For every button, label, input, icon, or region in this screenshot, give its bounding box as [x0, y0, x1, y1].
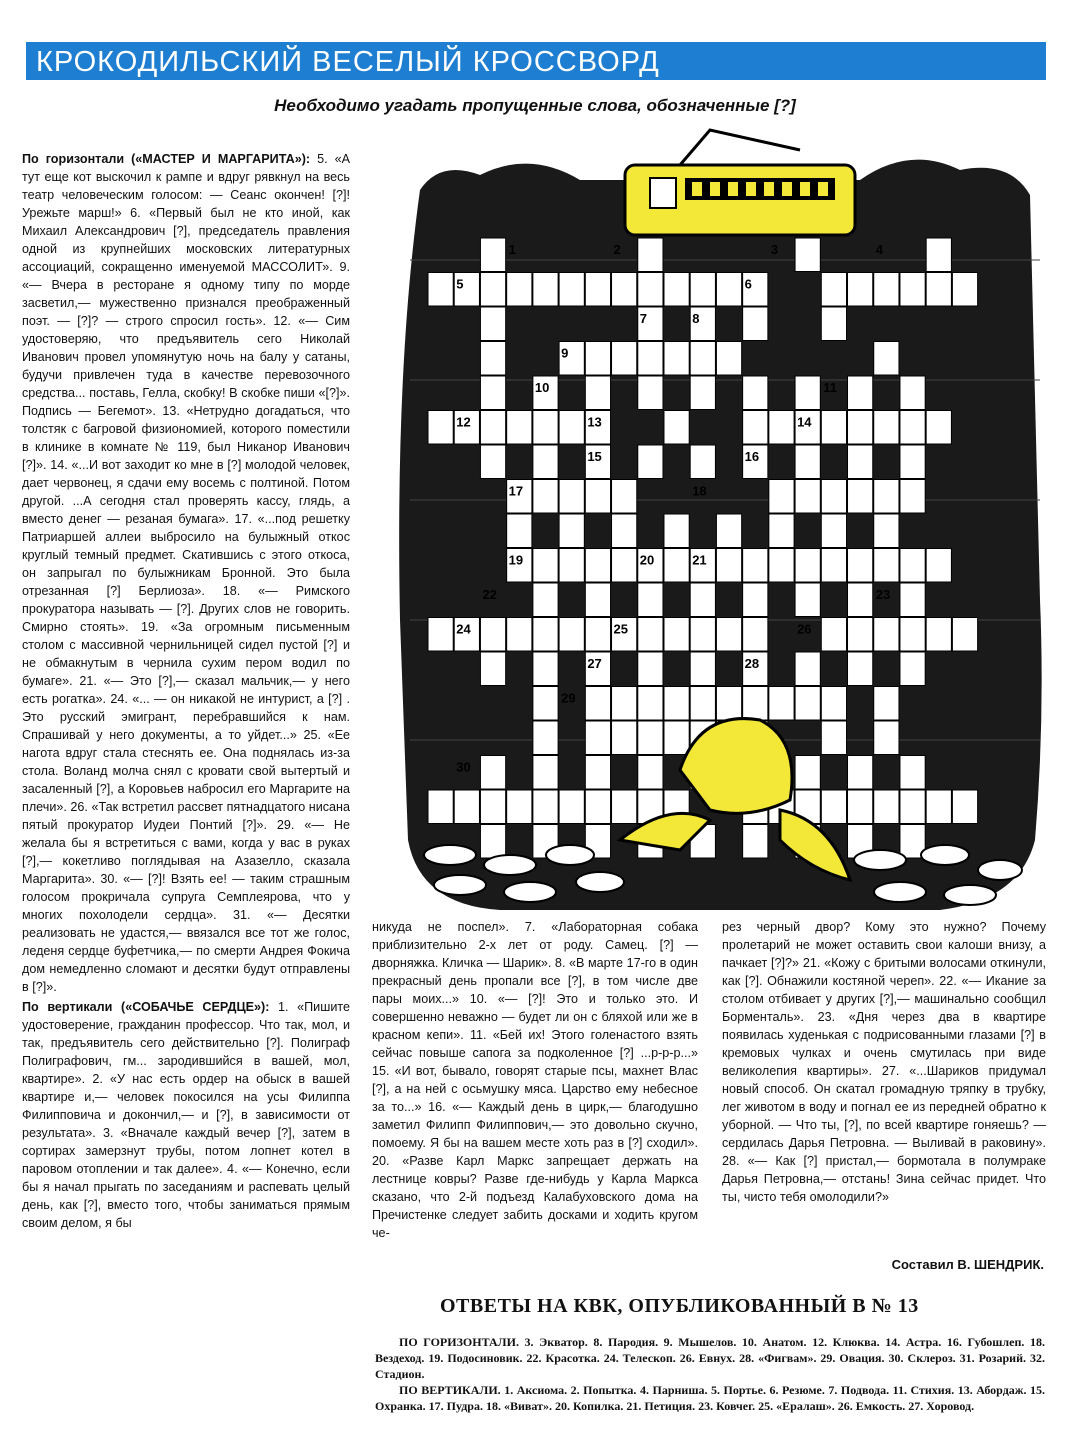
grid-cell — [952, 273, 977, 307]
grid-cell — [848, 480, 873, 514]
grid-cell — [480, 273, 505, 307]
grid-number: 25 — [613, 621, 629, 637]
grid-cell — [690, 445, 715, 479]
grid-cell — [585, 618, 610, 652]
grid-cell — [638, 273, 663, 307]
grid-cell — [690, 687, 715, 721]
grid-cell — [900, 480, 925, 514]
grid-cell — [638, 721, 663, 755]
grid-number: 8 — [692, 311, 700, 326]
grid-cell — [795, 238, 820, 272]
grid-cell — [795, 445, 820, 479]
grid-cell — [638, 583, 663, 617]
grid-cell — [848, 549, 873, 583]
down-clues-part-3: рез черный двор? Кому это нужно? Почему пролетарий не может оставить свои калоши внизу, а пачкает [?]?» 21. «Кожу с бритыми волосами откинули, как [?]. Обнажили костяной череп». 22. «— Икание за столом отбивает у других [?],— машинально сообщил Борменталь». 23. «Дня через два в квартире появилась худенькая с подрисованными глазами [?] в кремовых чулках и очень смутилась при виде великолепия квартиры». 27. «...Шариков придумал новый способ. Он скатал громадную тряпку в трубку, лег животом в воду и погнал ее из передней обратно к уборной. — Что ты, [?], по всей квартире гоняешь? — сердилась Дарья Петровна. — Выливай в раковину». 28. «— Как [?] пристал,— бормотала в полумраке Дарья Петровна,— отстань! Зина сейчас придет. Что ты, чисто тебя омолодили?» — [722, 920, 1046, 1204]
grid-cell — [716, 549, 741, 583]
grid-cell — [821, 307, 846, 341]
grid-cell — [848, 273, 873, 307]
grid-cell — [874, 549, 899, 583]
grid-cell — [585, 687, 610, 721]
grid-cell — [480, 307, 505, 341]
grid-cell — [559, 790, 584, 824]
grid-cell — [585, 273, 610, 307]
grid-cell — [716, 342, 741, 376]
grid-number: 12 — [456, 414, 471, 430]
grid-cell — [716, 273, 741, 307]
grid-cell — [900, 652, 925, 686]
grid-cell — [480, 652, 505, 686]
grid-number: 29 — [561, 690, 576, 706]
grid-cell — [559, 549, 584, 583]
grid-number: 1 — [508, 242, 516, 257]
grid-cell — [533, 687, 558, 721]
grid-cell — [874, 790, 899, 824]
crossword-illustration — [380, 120, 1052, 920]
grid-cell — [821, 549, 846, 583]
answers-block — [375, 1334, 1045, 1414]
grid-cell — [559, 411, 584, 445]
grid-cell — [821, 618, 846, 652]
grid-cell — [612, 342, 637, 376]
grid-cell — [795, 756, 820, 790]
grid-cell — [821, 514, 846, 548]
grid-cell — [559, 273, 584, 307]
grid-cell — [428, 273, 453, 307]
grid-cell — [480, 825, 505, 859]
grid-cell — [585, 756, 610, 790]
grid-number: 26 — [797, 621, 812, 637]
grid-cell — [848, 790, 873, 824]
down-clues-part-1: 1. «Пишите удостоверение, гражданин профессор. Что так, мол, и так, предъявитель сего действительно [?]. Полиграф Полиграфович, гм... зародившийся в вашей, мол, квартире». 2. «У нас есть ордер на обыск в вашей квартире и,— человек покосился на усы Филиппа Филипповича и докончил,— и [?], в зависимости от результата». 3. «Вначале каждый вечер [?], затем в сортирах замерзнут трубы, потом лопнет котел в паровом отоплении и так далее». 4. «— Конечно, если бы я начал прыгать по заседаниям и распевать целый день, как [?], вместо того, чтобы заниматься прямым своим делом, я бы — [22, 1000, 350, 1230]
down-clues-part-2: никуда не поспел». 7. «Лабораторная собака приблизительно 2-х лет от роду. Самец. [?] — дворняжка. Кличка — Шарик». 8. «В марте 17-го в один прекрасный день пропали все [?], в том числе две пары моих...» 10. «— [?]! Это и только это. И совершенно неважно — будет ли он с бляхой или же в красном кепи». 11. «Бей их! Этого голенастого взять сейчас повыше сапога за подколенное [?] ...р-р-р...» 15. «И вот, бывало, говорят старые псы, махнет Влас [?], а на ней с осьмушку мяса. Царство ему небесное за то...» 16. «— Каждый день в цирк,— благодушно заметил Филипп Филиппович,— это довольно скучно, помоему. Я бы на вашем месте хоть раз в [?] сходил». 20. «Разве Карл Маркс запрещает держать на лестнице ковры? Разве где-нибудь у Карла Маркса сказано, что 2-й подъезд Калабуховского дома на Пречистенке следует забить досками и ходить кругом че- — [372, 920, 698, 1240]
grid-cell — [848, 652, 873, 686]
grid-cell — [795, 480, 820, 514]
grid-number: 22 — [482, 587, 497, 602]
grid-cell — [926, 549, 951, 583]
grid-cell — [480, 445, 505, 479]
grid-cell — [743, 583, 768, 617]
grid-cell — [428, 790, 453, 824]
grid-cell — [900, 756, 925, 790]
grid-cell — [454, 790, 479, 824]
grid-cell — [926, 238, 951, 272]
clues-column-1 — [22, 150, 350, 1232]
clues-column-2 — [372, 918, 698, 1242]
grid-cell — [533, 583, 558, 617]
grid-cell — [612, 514, 637, 548]
grid-cell — [952, 618, 977, 652]
grid-cell — [480, 411, 505, 445]
grid-cell — [926, 273, 951, 307]
grid-cell — [638, 238, 663, 272]
grid-cell — [926, 411, 951, 445]
grid-cell — [638, 756, 663, 790]
grid-cell — [533, 549, 558, 583]
grid-cell — [507, 273, 532, 307]
grid-cell — [612, 687, 637, 721]
subtitle: Необходимо угадать пропущенные слова, обозначенные [?] — [274, 96, 796, 115]
tram-icon — [625, 130, 855, 235]
grid-cell — [559, 480, 584, 514]
grid-cell — [533, 273, 558, 307]
grid-cell — [821, 790, 846, 824]
grid-number: 20 — [639, 552, 655, 568]
grid-cell — [690, 376, 715, 410]
grid-cell — [533, 445, 558, 479]
grid-cell — [900, 445, 925, 479]
grid-cell — [848, 583, 873, 617]
grid-cell — [874, 618, 899, 652]
grid-cell — [874, 411, 899, 445]
grid-number: 17 — [508, 483, 524, 499]
grid-cell — [428, 618, 453, 652]
grid-cell — [690, 342, 715, 376]
grid-cell — [533, 790, 558, 824]
grid-number: 9 — [561, 345, 569, 361]
grid-cell — [612, 790, 637, 824]
grid-cell — [612, 480, 637, 514]
grid-cell — [874, 273, 899, 307]
grid-cell — [743, 687, 768, 721]
grid-cell — [874, 514, 899, 548]
grid-cell — [716, 687, 741, 721]
grid-cell — [664, 687, 689, 721]
grid-cell — [664, 273, 689, 307]
grid-cell — [900, 583, 925, 617]
grid-cell — [533, 411, 558, 445]
grid-cell — [900, 618, 925, 652]
across-clues: 5. «А тут еще кот выскочил к рампе и вдруг рявкнул на весь театр человеческим голосом: — Сеанс окончен! [?]! Урежьте марш!» 6. «Первый был не кто иной, как Михаил Александрович [?], председатель правления одной из крупнейших московских литературных ассоциаций, сокращенно именуемой МАССОЛИТ». 9. «— Вчера в ресторане я одному типу по морде засветил,— мужественно признался преображенный поэт. — [?]? — строго спросил гость». 12. «— Сим удостоверяю, что предъявитель сего Николай Иванович провел упомянутую ночь на балу у сатаны, будучи привлечен туда в качестве перевозочного средства... поставь, Гелла, скобку! В скобке пиши «[?]». Подпись — Бегемот». 13. «Нетрудно догадаться, что толстяк с багровой физиономией, которого поместили в клинике в комнате № 119, был Никанор Иванович [?]». 14. «...И вот заходит ко мне в [?] молодой человек, дает червонец, я сдачи ему восемь с полтиной. Потом другой. ...А сегодня стал проверять кассу, глядь, а вместо денег — резаная бумага». 17. «...под решетку Патриаршей аллеи выбросило на булыжный откос круглый темный предмет. Скатившись с этого откоса, он запрыгал по булыжникам Бронной. Это была отрезанная [?] Берлиоза». 18. «— Римского прокуратора называть — [?]. Других слов не говорить. Смирно стоять». 19. «За огромным письменным столом с массивной чернильницей сидел пустой [?] и не обмакнутым в чернила сухим пером водил по бумаге». 21. «— Это [?],— сказал мальчик,— у него есть рогатка». 24. «... — он никакой не интурист, а [?] . Это русский эмигрант, перебравшийся к нам. Спрашивай у него документы, а то уйдет...» 25. «Ее нагота вдруг стала стеснять ее. Она поднялась из-за стола. Воланд молча снял с кровати свой вытертый и засаленный [?], а Коровьев набросил его Маргарите на плечи». 26. «Так встретил рассвет пятнадцатого нисана пятый прокуратор Иудеи Понтий [?]». 29. «— Не желала бы я встретиться с вами, когда у вас в руках [?],— кокетливо поглядывая на Азазелло, сказала Маргарита». 30. «— [?]! Взять ее! — таким страшным голосом прокричала супруга Семплеярова, что у многих похолодели сердца». 31. «— Десятки реализовать не удастся,— ввязался все тот же голос, леденя сердце буфетчика,— по смерти Андрея Фокича дом немедленно сломают и десятки будут отправлены в [?]». — [22, 152, 351, 994]
answers-down: ПО ВЕРТИКАЛИ. 1. Аксиома. 2. Попытка. 4. Парниша. 5. Портье. 6. Резюме. 7. Подвода. 11. Стихия. 13. Абордаж. 15. Охранка. 17. Пудра. 18. «Виват». 20. Копилка. 21. Петиция. 23. Ковчег. 25. «Ералаш». 26. Емкость. 27. Хоровод. — [375, 1383, 1045, 1413]
down-heading: По вертикали («СОБАЧЬЕ СЕРДЦЕ»): — [22, 1000, 270, 1014]
grid-number: 23 — [875, 587, 891, 602]
grid-cell — [507, 790, 532, 824]
grid-cell — [743, 376, 768, 410]
grid-cell — [821, 687, 846, 721]
grid-cell — [533, 480, 558, 514]
grid-cell — [664, 411, 689, 445]
grid-cell — [821, 721, 846, 755]
grid-cell — [428, 411, 453, 445]
grid-cell — [480, 756, 505, 790]
grid-cell — [821, 273, 846, 307]
grid-cell — [795, 376, 820, 410]
answers-title: ОТВЕТЫ НА КВК, ОПУБЛИКОВАННЫЙ В № 13 — [440, 1295, 919, 1317]
grid-cell — [638, 342, 663, 376]
grid-number: 24 — [456, 621, 471, 637]
grid-cell — [900, 549, 925, 583]
grid-cell — [743, 411, 768, 445]
grid-number: 21 — [692, 552, 707, 568]
grid-cell — [533, 652, 558, 686]
grid-cell — [690, 273, 715, 307]
grid-cell — [638, 376, 663, 410]
grid-number: 3 — [770, 242, 779, 257]
grid-cell — [874, 687, 899, 721]
grid-cell — [507, 514, 532, 548]
grid-cell — [480, 376, 505, 410]
grid-number: 14 — [797, 414, 812, 430]
grid-number: 28 — [744, 656, 760, 671]
grid-cell — [874, 480, 899, 514]
grid-cell — [769, 549, 794, 583]
grid-cell — [480, 342, 505, 376]
author-credit: Составил В. ШЕНДРИК. — [891, 1257, 1044, 1272]
grid-number: 18 — [692, 483, 707, 499]
grid-cell — [533, 756, 558, 790]
grid-cell — [480, 618, 505, 652]
grid-cell — [638, 687, 663, 721]
grid-cell — [507, 411, 532, 445]
grid-cell — [926, 618, 951, 652]
grid-cell — [743, 825, 768, 859]
grid-number: 2 — [613, 242, 621, 257]
grid-cell — [585, 583, 610, 617]
grid-cell — [848, 618, 873, 652]
grid-number: 7 — [639, 311, 647, 326]
grid-number: 6 — [744, 276, 752, 292]
grid-cell — [690, 618, 715, 652]
grid-cell — [612, 549, 637, 583]
grid-cell — [716, 514, 741, 548]
grid-cell — [795, 687, 820, 721]
across-heading: По горизонтали («МАСТЕР И МАРГАРИТА»): — [22, 152, 311, 166]
grid-cell — [585, 721, 610, 755]
grid-cell — [507, 618, 532, 652]
grid-cell — [585, 790, 610, 824]
grid-number: 30 — [456, 759, 471, 775]
page-title-banner — [26, 42, 1046, 80]
grid-cell — [559, 618, 584, 652]
grid-number: 16 — [744, 449, 760, 464]
grid-cell — [480, 238, 505, 272]
clues-column-3 — [722, 918, 1046, 1206]
grid-cell — [769, 480, 794, 514]
grid-number: 11 — [823, 380, 838, 395]
grid-cell — [585, 342, 610, 376]
grid-number: 4 — [875, 242, 883, 257]
grid-cell — [638, 652, 663, 686]
grid-cell — [874, 721, 899, 755]
grid-cell — [533, 618, 558, 652]
grid-cell — [769, 687, 794, 721]
grid-number: 13 — [587, 414, 602, 430]
grid-cell — [848, 756, 873, 790]
grid-cell — [480, 790, 505, 824]
grid-cell — [664, 618, 689, 652]
grid-cell — [585, 376, 610, 410]
grid-cell — [848, 445, 873, 479]
grid-cell — [821, 411, 846, 445]
answers-across: ПО ГОРИЗОНТАЛИ. 3. Экватор. 8. Пародия. 9. Мышелов. 10. Анатом. 12. Клюква. 14. Астра. 16. Губошлеп. 18. Вездеход. 19. Подосиновик. 22. Красотка. 24. Телескоп. 26. Евнух. 28. «Фигвам». 29. Овация. 30. Склероз. 31. Розарий. 32. Стадион. — [375, 1335, 1045, 1381]
grid-number: 10 — [534, 380, 550, 395]
grid-cell — [743, 549, 768, 583]
grid-number: 27 — [587, 656, 602, 671]
grid-cell — [664, 549, 689, 583]
grid-cell — [821, 480, 846, 514]
page-title: КРОКОДИЛЬСКИЙ ВЕСЕЛЫЙ КРОССВОРД — [36, 46, 660, 78]
grid-cell — [900, 376, 925, 410]
grid-cell — [664, 514, 689, 548]
grid-cell — [926, 790, 951, 824]
grid-cell — [743, 307, 768, 341]
grid-cell — [743, 618, 768, 652]
grid-cell — [690, 652, 715, 686]
grid-cell — [900, 790, 925, 824]
grid-cell — [900, 411, 925, 445]
grid-cell — [612, 721, 637, 755]
grid-cell — [848, 376, 873, 410]
grid-number: 5 — [456, 276, 464, 292]
grid-cell — [769, 514, 794, 548]
grid-cell — [612, 273, 637, 307]
grid-cell — [690, 583, 715, 617]
grid-cell — [638, 445, 663, 479]
grid-cell — [848, 411, 873, 445]
grid-cell — [664, 721, 689, 755]
grid-cell — [952, 790, 977, 824]
grid-cell — [638, 618, 663, 652]
grid-cell — [795, 583, 820, 617]
grid-cell — [585, 549, 610, 583]
grid-cell — [769, 411, 794, 445]
grid-cell — [533, 721, 558, 755]
grid-cell — [874, 342, 899, 376]
grid-cell — [559, 514, 584, 548]
grid-cell — [716, 618, 741, 652]
grid-cell — [585, 480, 610, 514]
grid-number: 19 — [508, 552, 524, 568]
grid-cell — [795, 549, 820, 583]
grid-cell — [664, 342, 689, 376]
grid-cell — [795, 652, 820, 686]
grid-cell — [900, 273, 925, 307]
grid-number: 15 — [587, 449, 602, 464]
